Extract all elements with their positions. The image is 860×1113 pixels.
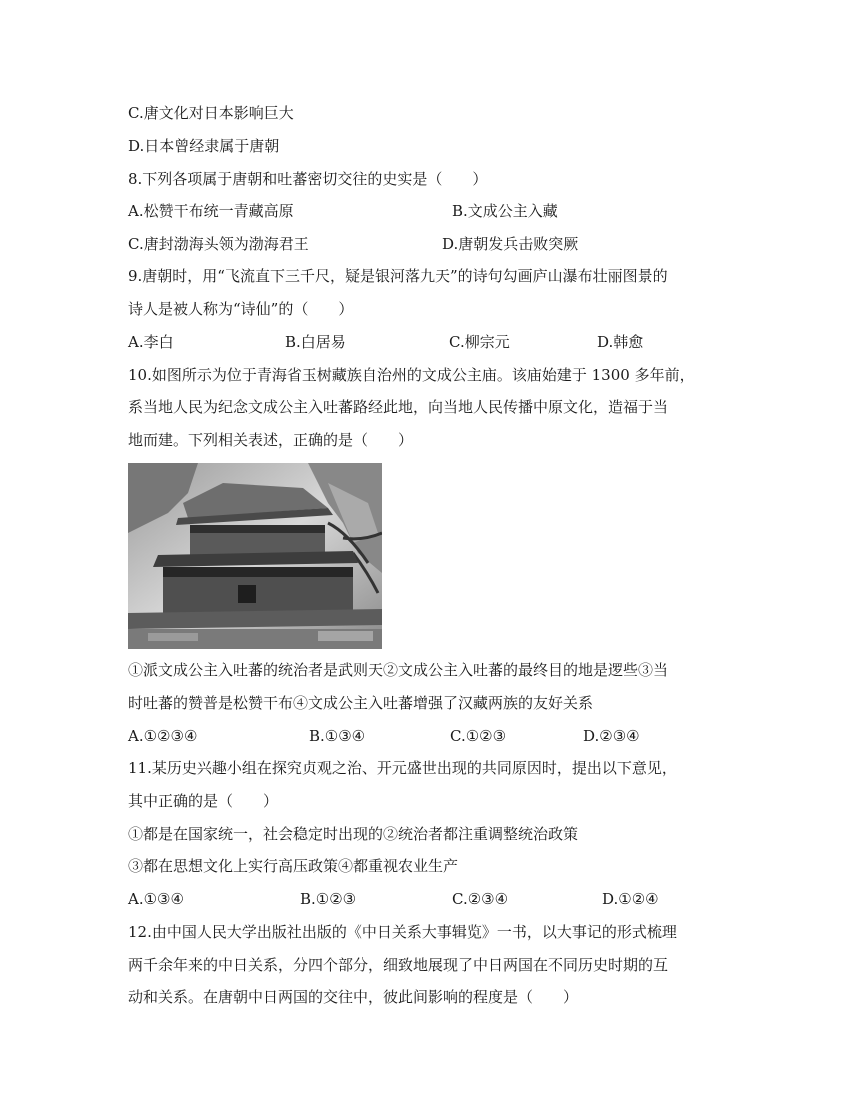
temple-illustration [128, 463, 382, 649]
temple-photo [128, 463, 382, 649]
q11-statements-line2: ③都在思想文化上实行高压政策④都重视农业生产 [128, 857, 459, 875]
q8-option-d: D.唐朝发兵击败突厥 [442, 235, 579, 253]
q10-option-b: B.①③④ [309, 727, 366, 745]
q10-option-d: D.②③④ [583, 727, 640, 745]
q8-option-a: A.松赞干布统一青藏高原 [128, 202, 294, 220]
q10-statements-line1: ①派文成公主入吐蕃的统治者是武则天②文成公主入吐蕃的最终目的地是逻些③当 [128, 661, 669, 679]
q10-stem-line1: 10.如图所示为位于青海省玉树藏族自治州的文成公主庙。该庙始建于 1300 多年前， [128, 366, 695, 384]
q11-option-d: D.①②④ [602, 890, 659, 908]
q11-option-b: B.①②③ [300, 890, 357, 908]
q8-option-c: C.唐封渤海头领为渤海君王 [128, 235, 309, 253]
q10-statements-line2: 时吐蕃的赞普是松赞干布④文成公主入吐蕃增强了汉藏两族的友好关系 [128, 694, 594, 712]
q7-option-d: D.日本曾经隶属于唐朝 [128, 137, 280, 155]
q10-option-c: C.①②③ [450, 727, 507, 745]
q11-option-c: C.②③④ [452, 890, 509, 908]
q11-statements-line1: ①都是在国家统一，社会稳定时出现的②统治者都注重调整统治政策 [128, 825, 579, 843]
q12-stem-line3: 动和关系。在唐朝中日两国的交往中，彼此间影响的程度是（ ） [128, 988, 579, 1006]
q7-option-c: C.唐文化对日本影响巨大 [128, 104, 294, 122]
q9-option-b: B.白居易 [285, 333, 346, 351]
q11-option-a: A.①③④ [128, 890, 184, 908]
q11-stem-line2: 其中正确的是（ ） [128, 792, 279, 810]
q11-stem-line1: 11.某历史兴趣小组在探究贞观之治、开元盛世出现的共同原因时，提出以下意见， [128, 759, 677, 777]
q9-stem-line1: 9.唐朝时，用“飞流直下三千尺，疑是银河落九天”的诗句勾画庐山瀑布壮丽图景的 [128, 267, 668, 285]
q9-option-a: A.李白 [128, 333, 174, 351]
q9-stem-line2: 诗人是被人称为“诗仙”的（ ） [128, 300, 354, 318]
q12-stem-line1: 12.由中国人民大学出版社出版的《中日关系大事辑览》一书，以大事记的形式梳理 [128, 923, 677, 941]
q9-option-c: C.柳宗元 [449, 333, 510, 351]
q12-stem-line2: 两千余年来的中日关系，分四个部分，细致地展现了中日两国在不同历史时期的互 [128, 956, 669, 974]
q10-stem-line2: 系当地人民为纪念文成公主入吐蕃路经此地，向当地人民传播中原文化，造福于当 [128, 398, 669, 416]
q10-stem-line3: 地而建。下列相关表述，正确的是（ ） [128, 431, 414, 449]
q9-option-d: D.韩愈 [597, 333, 644, 351]
q10-option-a: A.①②③④ [128, 727, 198, 745]
q8-stem: 8.下列各项属于唐朝和吐蕃密切交往的史实是（ ） [128, 170, 488, 188]
q8-option-b: B.文成公主入藏 [452, 202, 558, 220]
